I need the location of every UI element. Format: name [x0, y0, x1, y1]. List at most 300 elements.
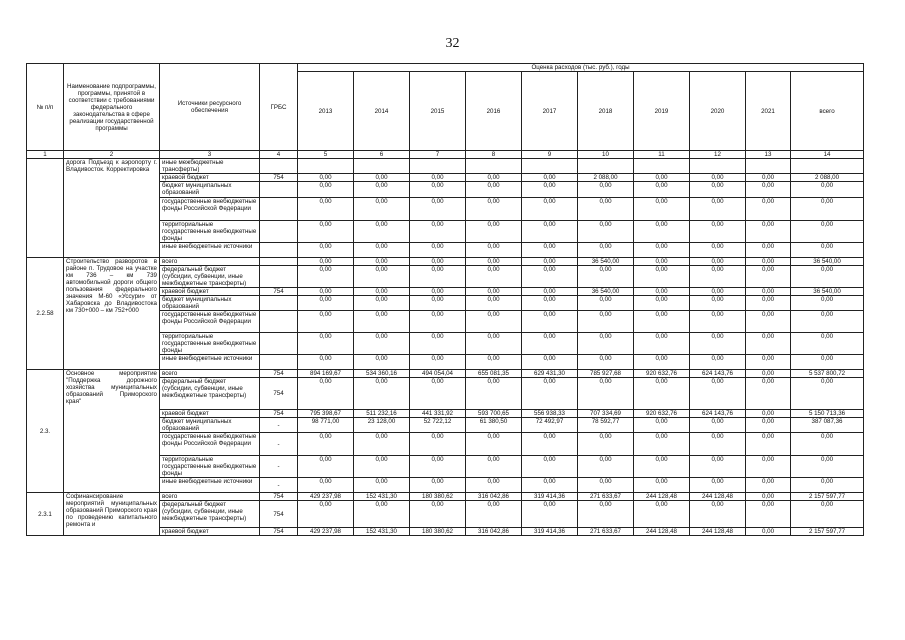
amount-cell: 0,00 — [791, 355, 864, 370]
funding-source: федеральный бюджет (субсидии, субвенции, иные межбюджетные трансферты) — [160, 501, 260, 528]
amount-cell: 152 431,30 — [354, 528, 410, 536]
amount-cell: 0,00 — [690, 296, 746, 311]
amount-cell: 0,00 — [354, 311, 410, 333]
amount-cell: 0,00 — [746, 333, 791, 355]
amount-cell: 0,00 — [690, 258, 746, 266]
header-year: 2014 — [354, 72, 410, 151]
amount-cell: 0,00 — [410, 433, 466, 456]
amount-cell: 0,00 — [466, 333, 522, 355]
amount-cell: 0,00 — [634, 433, 690, 456]
amount-cell — [354, 159, 410, 174]
amount-cell: 0,00 — [522, 333, 578, 355]
amount-cell: 0,00 — [522, 501, 578, 528]
amount-cell: 0,00 — [354, 243, 410, 258]
amount-cell: 0,00 — [354, 266, 410, 288]
amount-cell: 0,00 — [746, 266, 791, 288]
header-year: 2021 — [746, 72, 791, 151]
funding-source: федеральный бюджет (субсидии, субвенции, иные межбюджетные трансферты) — [160, 378, 260, 410]
grbs-code — [260, 159, 298, 174]
funding-source: иные внебюджетные источники — [160, 355, 260, 370]
amount-cell: 0,00 — [634, 456, 690, 478]
amount-cell: 316 042,86 — [466, 528, 522, 536]
amount-cell: 0,00 — [578, 456, 634, 478]
amount-cell: 0,00 — [690, 456, 746, 478]
amount-cell: 0,00 — [522, 258, 578, 266]
amount-cell: 795 398,67 — [298, 410, 354, 418]
amount-cell: 0,00 — [466, 296, 522, 311]
amount-cell: 0,00 — [746, 296, 791, 311]
amount-cell: 36 540,00 — [791, 258, 864, 266]
amount-cell: 0,00 — [791, 221, 864, 243]
grbs-code: 754 — [260, 174, 298, 182]
amount-cell: 244 128,48 — [634, 493, 690, 501]
amount-cell: 0,00 — [298, 288, 354, 296]
amount-cell: 920 632,76 — [634, 410, 690, 418]
table-row — [27, 258, 864, 266]
grbs-code — [260, 355, 298, 370]
amount-cell: 180 380,62 — [410, 493, 466, 501]
header-source: Источники ресурсного обеспечения — [160, 64, 260, 151]
page-number: 32 — [445, 36, 460, 51]
amount-cell: 0,00 — [298, 198, 354, 221]
amount-cell: 0,00 — [466, 243, 522, 258]
amount-cell: 98 771,00 — [298, 418, 354, 433]
amount-cell: 0,00 — [791, 378, 864, 410]
amount-cell: 0,00 — [354, 378, 410, 410]
amount-cell: 0,00 — [354, 456, 410, 478]
amount-cell: 0,00 — [634, 311, 690, 333]
amount-cell: 0,00 — [634, 288, 690, 296]
header-num: № п/п — [27, 64, 64, 151]
amount-cell: 0,00 — [298, 174, 354, 182]
amount-cell: 0,00 — [410, 174, 466, 182]
amount-cell: 0,00 — [690, 243, 746, 258]
amount-cell: 5 537 800,72 — [791, 370, 864, 378]
grbs-code — [260, 221, 298, 243]
amount-cell: 0,00 — [690, 221, 746, 243]
funding-source: территориальные государственные внебюджетные фонды — [160, 221, 260, 243]
amount-cell: 0,00 — [578, 198, 634, 221]
amount-cell: 0,00 — [522, 198, 578, 221]
amount-cell: 2 157 597,77 — [791, 493, 864, 501]
amount-cell: 0,00 — [746, 410, 791, 418]
amount-cell: 0,00 — [746, 258, 791, 266]
amount-cell: 0,00 — [354, 221, 410, 243]
amount-cell: 0,00 — [578, 501, 634, 528]
amount-cell: 0,00 — [791, 198, 864, 221]
amount-cell: 180 380,62 — [410, 528, 466, 536]
header-year: всего — [791, 72, 864, 151]
amount-cell: 0,00 — [466, 378, 522, 410]
amount-cell: 2 157 597,77 — [791, 528, 864, 536]
amount-cell: 0,00 — [410, 288, 466, 296]
grbs-code — [260, 258, 298, 266]
amount-cell: 0,00 — [522, 174, 578, 182]
amount-cell: 0,00 — [410, 478, 466, 493]
amount-cell: 0,00 — [791, 478, 864, 493]
amount-cell: 429 237,98 — [298, 528, 354, 536]
amount-cell: 0,00 — [746, 493, 791, 501]
grbs-code: 754 — [260, 370, 298, 378]
amount-cell: 0,00 — [634, 221, 690, 243]
amount-cell: 0,00 — [791, 243, 864, 258]
amount-cell: 0,00 — [690, 198, 746, 221]
amount-cell: 271 633,67 — [578, 493, 634, 501]
amount-cell: 0,00 — [746, 174, 791, 182]
funding-source: территориальные государственные внебюджетные фонды — [160, 456, 260, 478]
amount-cell: 0,00 — [746, 378, 791, 410]
amount-cell: 0,00 — [354, 296, 410, 311]
amount-cell: 0,00 — [791, 296, 864, 311]
amount-cell: 0,00 — [791, 333, 864, 355]
amount-cell: 0,00 — [578, 355, 634, 370]
amount-cell: 0,00 — [522, 478, 578, 493]
amount-cell: 0,00 — [791, 456, 864, 478]
amount-cell: 244 128,48 — [690, 528, 746, 536]
amount-cell: 0,00 — [298, 378, 354, 410]
amount-cell: 36 540,00 — [578, 288, 634, 296]
amount-cell: 494 054,04 — [410, 370, 466, 378]
amount-cell: 0,00 — [410, 311, 466, 333]
amount-cell: 0,00 — [410, 266, 466, 288]
amount-cell: 0,00 — [634, 355, 690, 370]
header-year: 2020 — [690, 72, 746, 151]
grbs-code: - — [260, 418, 298, 433]
amount-cell: 0,00 — [410, 378, 466, 410]
amount-cell: 0,00 — [466, 456, 522, 478]
row-code: 2.3. — [27, 370, 64, 493]
grbs-code: 754 — [260, 378, 298, 410]
amount-cell: 0,00 — [522, 296, 578, 311]
amount-cell: 0,00 — [298, 478, 354, 493]
amount-cell: 0,00 — [298, 243, 354, 258]
amount-cell: 593 700,65 — [466, 410, 522, 418]
amount-cell: 0,00 — [690, 266, 746, 288]
header-name: Наименование подпрограммы, программы, принятой в соответствии с требованиями федерального законодательства в сфере реализации государственной программы — [64, 64, 160, 151]
amount-cell: 0,00 — [298, 333, 354, 355]
amount-cell: 0,00 — [578, 296, 634, 311]
amount-cell: 0,00 — [791, 433, 864, 456]
amount-cell: 429 237,98 — [298, 493, 354, 501]
amount-cell: 244 128,48 — [634, 528, 690, 536]
header-estimate: Оценка расходов (тыс. руб.), годы — [298, 64, 864, 72]
amount-cell: 0,00 — [354, 478, 410, 493]
amount-cell: 0,00 — [746, 198, 791, 221]
amount-cell: 0,00 — [690, 174, 746, 182]
amount-cell: 0,00 — [791, 182, 864, 198]
amount-cell: 0,00 — [746, 311, 791, 333]
grbs-code: 754 — [260, 410, 298, 418]
funding-source: всего — [160, 493, 260, 501]
funding-source: краевой бюджет — [160, 528, 260, 536]
grbs-code: - — [260, 456, 298, 478]
amount-cell: 0,00 — [746, 182, 791, 198]
table-row — [27, 159, 864, 174]
amount-cell: 0,00 — [354, 258, 410, 266]
grbs-code: - — [260, 433, 298, 456]
grbs-code: 754 — [260, 288, 298, 296]
amount-cell: 511 232,16 — [354, 410, 410, 418]
amount-cell — [791, 159, 864, 174]
amount-cell: 0,00 — [746, 370, 791, 378]
amount-cell: 0,00 — [354, 355, 410, 370]
amount-cell: 0,00 — [410, 456, 466, 478]
header-index-cell: 2 — [64, 151, 160, 159]
amount-cell: 0,00 — [791, 266, 864, 288]
row-code: 2.3.1 — [27, 493, 64, 536]
amount-cell: 0,00 — [746, 355, 791, 370]
amount-cell: 0,00 — [690, 478, 746, 493]
funding-source: иные внебюджетные источники — [160, 243, 260, 258]
amount-cell: 0,00 — [410, 333, 466, 355]
amount-cell: 894 169,67 — [298, 370, 354, 378]
amount-cell: 0,00 — [298, 258, 354, 266]
amount-cell: 0,00 — [522, 311, 578, 333]
amount-cell: 0,00 — [466, 258, 522, 266]
header-index-cell: 14 — [791, 151, 864, 159]
amount-cell: 0,00 — [522, 288, 578, 296]
amount-cell — [578, 159, 634, 174]
amount-cell — [690, 159, 746, 174]
amount-cell: 244 128,48 — [690, 493, 746, 501]
funding-source: иные внебюджетные источники — [160, 478, 260, 493]
amount-cell: 624 143,76 — [690, 410, 746, 418]
header-index-cell: 1 — [27, 151, 64, 159]
header-index-cell: 13 — [746, 151, 791, 159]
row-name: Софинансирование мероприятий муниципальных образований Приморского края по проведению капитального ремонта и — [64, 493, 160, 536]
amount-cell: 0,00 — [634, 418, 690, 433]
funding-source: государственные внебюджетные фонды Российской Федерации — [160, 311, 260, 333]
grbs-code — [260, 266, 298, 288]
amount-cell: 707 334,69 — [578, 410, 634, 418]
funding-source: всего — [160, 258, 260, 266]
amount-cell: 0,00 — [634, 243, 690, 258]
table-row — [27, 370, 864, 378]
amount-cell: 0,00 — [746, 288, 791, 296]
grbs-code — [260, 198, 298, 221]
amount-cell: 316 042,86 — [466, 493, 522, 501]
amount-cell: 0,00 — [410, 243, 466, 258]
amount-cell: 0,00 — [522, 355, 578, 370]
amount-cell — [298, 159, 354, 174]
header-grbs: ГРБС — [260, 64, 298, 151]
amount-cell: 655 081,35 — [466, 370, 522, 378]
amount-cell: 0,00 — [466, 266, 522, 288]
amount-cell: 0,00 — [522, 456, 578, 478]
grbs-code — [260, 182, 298, 198]
amount-cell: 387 087,36 — [791, 418, 864, 433]
funding-source: государственные внебюджетные фонды Российской Федерации — [160, 198, 260, 221]
amount-cell — [410, 159, 466, 174]
amount-cell: 0,00 — [690, 378, 746, 410]
amount-cell: 0,00 — [354, 501, 410, 528]
header-index-cell: 3 — [160, 151, 260, 159]
funding-source: бюджет муниципальных образований — [160, 182, 260, 198]
amount-cell: 441 331,92 — [410, 410, 466, 418]
amount-cell: 629 431,30 — [522, 370, 578, 378]
amount-cell: 0,00 — [746, 501, 791, 528]
amount-cell: 0,00 — [522, 433, 578, 456]
grbs-code — [260, 311, 298, 333]
amount-cell: 0,00 — [634, 501, 690, 528]
amount-cell: 0,00 — [298, 266, 354, 288]
amount-cell: 0,00 — [466, 182, 522, 198]
amount-cell: 0,00 — [690, 311, 746, 333]
grbs-code: - — [260, 478, 298, 493]
amount-cell: 0,00 — [746, 456, 791, 478]
amount-cell: 624 143,76 — [690, 370, 746, 378]
amount-cell — [746, 159, 791, 174]
amount-cell: 0,00 — [466, 355, 522, 370]
amount-cell: 0,00 — [466, 221, 522, 243]
amount-cell: 0,00 — [690, 333, 746, 355]
amount-cell: 0,00 — [634, 378, 690, 410]
amount-cell: 0,00 — [298, 456, 354, 478]
amount-cell: 0,00 — [298, 355, 354, 370]
header-index-cell: 7 — [410, 151, 466, 159]
amount-cell: 0,00 — [746, 433, 791, 456]
amount-cell: 785 927,68 — [578, 370, 634, 378]
grbs-code — [260, 243, 298, 258]
amount-cell: 0,00 — [522, 266, 578, 288]
amount-cell: 0,00 — [410, 182, 466, 198]
amount-cell: 0,00 — [690, 418, 746, 433]
amount-cell: 0,00 — [298, 221, 354, 243]
amount-cell: 0,00 — [466, 174, 522, 182]
amount-cell: 2 088,00 — [791, 174, 864, 182]
amount-cell: 78 592,77 — [578, 418, 634, 433]
amount-cell: 0,00 — [690, 288, 746, 296]
amount-cell: 0,00 — [634, 182, 690, 198]
amount-cell: 0,00 — [354, 333, 410, 355]
amount-cell: 0,00 — [354, 182, 410, 198]
amount-cell: 152 431,30 — [354, 493, 410, 501]
amount-cell: 0,00 — [578, 221, 634, 243]
amount-cell: 23 128,00 — [354, 418, 410, 433]
table-body — [27, 159, 864, 536]
row-code — [27, 159, 64, 258]
amount-cell: 0,00 — [746, 221, 791, 243]
header-year: 2015 — [410, 72, 466, 151]
amount-cell: 0,00 — [634, 333, 690, 355]
header-index-cell: 12 — [690, 151, 746, 159]
amount-cell — [466, 159, 522, 174]
amount-cell: 0,00 — [298, 182, 354, 198]
amount-cell: 0,00 — [634, 174, 690, 182]
amount-cell: 319 414,36 — [522, 528, 578, 536]
funding-source: краевой бюджет — [160, 410, 260, 418]
amount-cell: 556 938,33 — [522, 410, 578, 418]
amount-cell: 0,00 — [354, 288, 410, 296]
row-name: Основное мероприятие "Поддержка дорожного хозяйства муниципальных образований Приморского края" — [64, 370, 160, 493]
amount-cell: 0,00 — [578, 478, 634, 493]
amount-cell: 0,00 — [522, 378, 578, 410]
grbs-code — [260, 296, 298, 311]
amount-cell: 0,00 — [690, 433, 746, 456]
amount-cell: 0,00 — [578, 243, 634, 258]
funding-source: всего — [160, 370, 260, 378]
amount-cell: 5 150 713,36 — [791, 410, 864, 418]
amount-cell: 0,00 — [578, 433, 634, 456]
amount-cell: 0,00 — [634, 296, 690, 311]
grbs-code: 754 — [260, 528, 298, 536]
amount-cell: 0,00 — [466, 501, 522, 528]
amount-cell: 0,00 — [746, 418, 791, 433]
amount-cell: 0,00 — [466, 311, 522, 333]
header-year: 2013 — [298, 72, 354, 151]
amount-cell: 0,00 — [578, 182, 634, 198]
grbs-code: 754 — [260, 493, 298, 501]
row-name: Строительство разворотов в районе п. Трудовое на участке км 736 – км 739 автомобильной дороги общего пользования федерального значения М-60 «Уссури» от Хабаровска до Владивостока км 730+000 – км 752+000 — [64, 258, 160, 370]
amount-cell: 0,00 — [410, 198, 466, 221]
amount-cell — [634, 159, 690, 174]
amount-cell: 2 088,00 — [578, 174, 634, 182]
amount-cell: 0,00 — [578, 378, 634, 410]
amount-cell: 0,00 — [690, 355, 746, 370]
amount-cell: 0,00 — [466, 478, 522, 493]
amount-cell: 0,00 — [634, 266, 690, 288]
amount-cell: 0,00 — [298, 311, 354, 333]
header-year: 2017 — [522, 72, 578, 151]
amount-cell: 0,00 — [578, 333, 634, 355]
amount-cell: 0,00 — [746, 243, 791, 258]
header-year: 2019 — [634, 72, 690, 151]
amount-cell: 0,00 — [466, 433, 522, 456]
header-index-cell: 6 — [354, 151, 410, 159]
header-index-cell: 10 — [578, 151, 634, 159]
amount-cell: 0,00 — [690, 182, 746, 198]
header-index-row — [27, 151, 864, 159]
amount-cell: 36 540,00 — [791, 288, 864, 296]
amount-cell: 0,00 — [634, 258, 690, 266]
funding-source: бюджет муниципальных образований — [160, 296, 260, 311]
header-index-cell: 11 — [634, 151, 690, 159]
amount-cell: 0,00 — [634, 198, 690, 221]
amount-cell: 0,00 — [354, 174, 410, 182]
amount-cell: 0,00 — [298, 296, 354, 311]
amount-cell: 0,00 — [791, 501, 864, 528]
header-index-cell: 5 — [298, 151, 354, 159]
funding-source: бюджет муниципальных образований — [160, 418, 260, 433]
funding-source: иные межбюджетные трансферты) — [160, 159, 260, 174]
amount-cell: 0,00 — [354, 198, 410, 221]
amount-cell: 0,00 — [466, 288, 522, 296]
amount-cell: 52 722,12 — [410, 418, 466, 433]
header-index-cell: 9 — [522, 151, 578, 159]
amount-cell: 0,00 — [522, 221, 578, 243]
amount-cell: 0,00 — [690, 501, 746, 528]
budget-table — [26, 63, 864, 536]
amount-cell: 36 540,00 — [578, 258, 634, 266]
funding-source: государственные внебюджетные фонды Российской Федерации — [160, 433, 260, 456]
amount-cell: 0,00 — [578, 311, 634, 333]
grbs-code: 754 — [260, 501, 298, 528]
amount-cell: 0,00 — [522, 182, 578, 198]
amount-cell: 72 492,97 — [522, 418, 578, 433]
funding-source: федеральный бюджет (субсидии, субвенции, иные межбюджетные трансферты) — [160, 266, 260, 288]
amount-cell: 0,00 — [410, 501, 466, 528]
amount-cell: 920 632,76 — [634, 370, 690, 378]
funding-source: краевой бюджет — [160, 288, 260, 296]
amount-cell: 0,00 — [634, 478, 690, 493]
row-name: дорога Подъезд к аэропорту г. Владивосток. Корректировка — [64, 159, 160, 258]
amount-cell: 0,00 — [354, 433, 410, 456]
table-row — [27, 493, 864, 501]
amount-cell: 0,00 — [410, 221, 466, 243]
funding-source: краевой бюджет — [160, 174, 260, 182]
amount-cell: 271 633,67 — [578, 528, 634, 536]
header-index-cell: 8 — [466, 151, 522, 159]
